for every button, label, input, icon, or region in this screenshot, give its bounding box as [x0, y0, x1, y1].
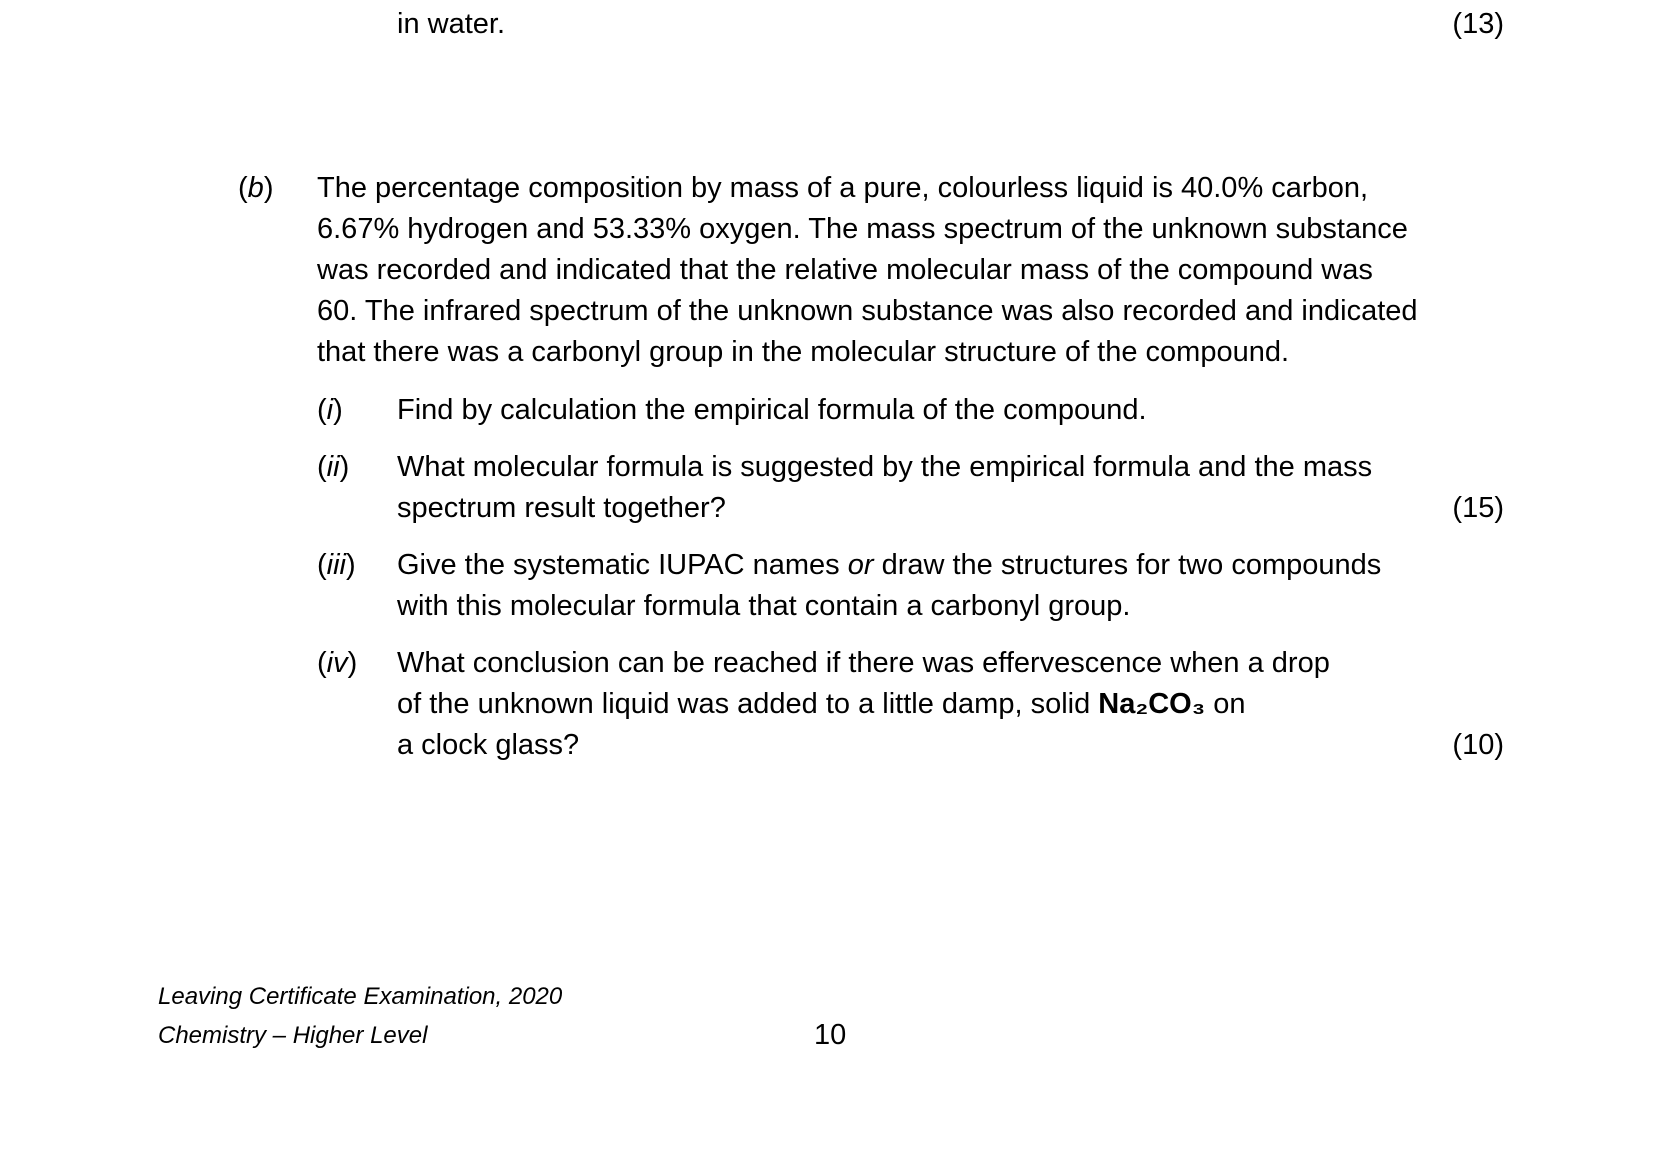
footer-subject: Chemistry – Higher Level: [158, 1022, 428, 1049]
intro-line: 60. The infrared spectrum of the unknown substance was also recorded and indicated: [317, 295, 1418, 327]
marks-items-iii-iv: (10): [1452, 729, 1504, 761]
item-ii-question: What molecular formula is suggested by the empirical formula and the mass spectrum result together?: [397, 451, 1373, 524]
intro-line: 6.67% hydrogen and 53.33% oxygen. The mass spectrum of the unknown substance: [317, 213, 1408, 245]
intro-line: was recorded and indicated that the relative molecular mass of the compound was: [317, 254, 1373, 286]
part-b-label: (b): [238, 172, 274, 204]
previous-part-last-line: in water.: [397, 8, 505, 40]
footer-exam-title: Leaving Certificate Examination, 2020: [158, 983, 563, 1010]
page-number: 10: [814, 1019, 847, 1051]
item-iv-label: (iv): [317, 647, 358, 679]
marks-previous-part: (13): [1452, 8, 1504, 40]
item-iii-question: Give the systematic IUPAC names or draw the structures for two compounds with this molecular formula that contain a carbonyl group.: [397, 549, 1382, 622]
item-i-question: Find by calculation the empirical formula of the compound.: [397, 394, 1147, 426]
part-b-intro: [317, 168, 1517, 373]
item-iv-question: What conclusion can be reached if there was effervescence when a drop of the unknown liquid was added to a little damp, solid Na₂CO₃ on a clock glass?: [397, 647, 1330, 761]
intro-line: that there was a carbonyl group in the molecular structure of the compound.: [317, 336, 1290, 368]
sodium-carbonate-formula: Na₂CO₃: [1098, 688, 1206, 720]
intro-line: The percentage composition by mass of a pure, colourless liquid is 40.0% carbon,: [317, 172, 1369, 204]
marks-items-i-ii: (15): [1452, 492, 1504, 524]
item-iii-label: (iii): [317, 549, 356, 581]
item-ii-label: (ii): [317, 451, 350, 483]
item-i-label: (i): [317, 394, 343, 426]
